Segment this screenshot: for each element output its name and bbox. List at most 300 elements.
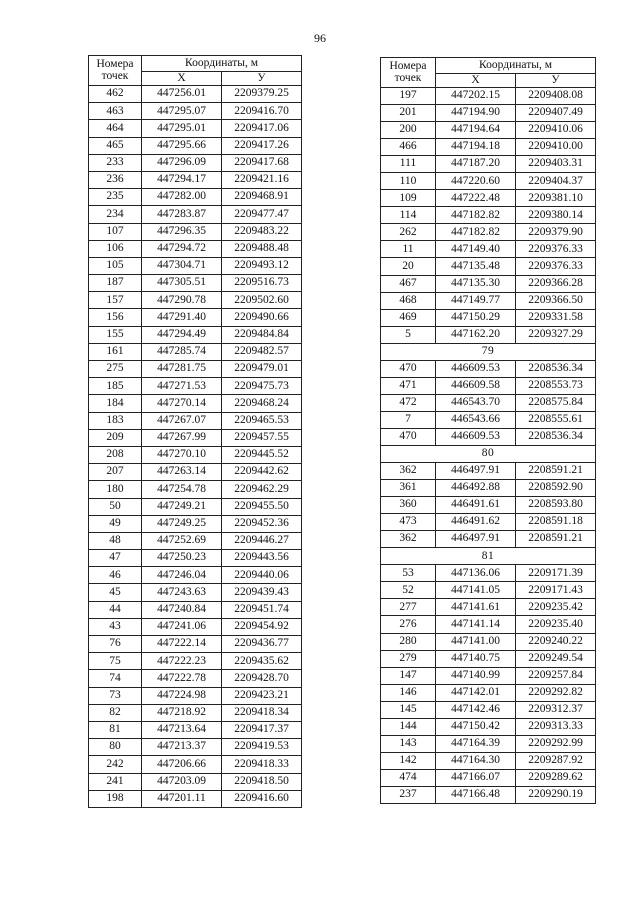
- table-row: [89, 275, 302, 292]
- y-coordinate-cell: 2209417.37: [222, 721, 302, 738]
- point-number-cell: 45: [89, 584, 142, 601]
- x-coordinate-cell: 447281.75: [142, 361, 222, 378]
- table-row: [381, 156, 596, 173]
- table-row: [381, 650, 596, 667]
- point-number-cell: 111: [381, 156, 436, 173]
- y-coordinate-cell: 2209407.49: [516, 105, 596, 122]
- y-column-header: У: [222, 72, 302, 86]
- table-row: [381, 360, 596, 377]
- x-coordinate-cell: 447149.40: [436, 241, 516, 258]
- table-row: [89, 257, 302, 274]
- y-coordinate-cell: 2209493.12: [222, 257, 302, 274]
- table-row: [89, 618, 302, 635]
- y-coordinate-cell: 2209475.73: [222, 378, 302, 395]
- table-row: [89, 653, 302, 670]
- table-row: [381, 394, 596, 411]
- point-number-cell: 107: [89, 223, 142, 240]
- table-row: [89, 721, 302, 738]
- point-number-cell: 144: [381, 718, 436, 735]
- x-coordinate-cell: 447141.14: [436, 616, 516, 633]
- table-row: [89, 481, 302, 498]
- x-coordinate-cell: 447243.63: [142, 584, 222, 601]
- table-row: [381, 309, 596, 326]
- y-coordinate-cell: 2209240.22: [516, 633, 596, 650]
- point-number-header: Номера точек: [89, 56, 142, 86]
- x-coordinate-cell: 447136.06: [436, 565, 516, 582]
- y-coordinate-cell: 2209381.10: [516, 190, 596, 207]
- table-row: [89, 412, 302, 429]
- x-coordinate-cell: 447290.78: [142, 292, 222, 309]
- point-number-cell: 147: [381, 667, 436, 684]
- point-number-cell: 262: [381, 224, 436, 241]
- y-coordinate-cell: 2208591.21: [516, 531, 596, 548]
- table-row: [381, 258, 596, 275]
- x-coordinate-cell: 447201.11: [142, 790, 222, 807]
- x-coordinate-cell: 447254.78: [142, 481, 222, 498]
- table-row: [89, 103, 302, 120]
- table-row: [381, 735, 596, 752]
- x-column-header: X: [142, 72, 222, 86]
- x-coordinate-cell: 446492.88: [436, 480, 516, 497]
- point-number-cell: 81: [89, 721, 142, 738]
- table-row: [381, 599, 596, 616]
- point-number-cell: 275: [89, 361, 142, 378]
- y-coordinate-cell: 2209366.50: [516, 292, 596, 309]
- x-coordinate-cell: 447304.71: [142, 257, 222, 274]
- table-row: [381, 752, 596, 769]
- point-number-cell: 161: [89, 343, 142, 360]
- x-coordinate-cell: 447194.18: [436, 139, 516, 156]
- point-number-cell: 82: [89, 704, 142, 721]
- point-number-cell: 235: [89, 189, 142, 206]
- point-number-cell: 468: [381, 292, 436, 309]
- y-coordinate-cell: 2209451.74: [222, 601, 302, 618]
- table-row: [381, 275, 596, 292]
- point-number-cell: 5: [381, 326, 436, 343]
- y-coordinate-cell: 2209479.01: [222, 361, 302, 378]
- y-coordinate-cell: 2209290.19: [516, 786, 596, 803]
- point-number-cell: 157: [89, 292, 142, 309]
- point-number-cell: 207: [89, 464, 142, 481]
- table-row: [381, 769, 596, 786]
- table-row: [381, 616, 596, 633]
- x-coordinate-cell: 446543.66: [436, 411, 516, 428]
- x-coordinate-cell: 447294.49: [142, 326, 222, 343]
- x-coordinate-cell: 446491.61: [436, 497, 516, 514]
- y-coordinate-cell: 2209380.14: [516, 207, 596, 224]
- point-number-cell: 109: [381, 190, 436, 207]
- y-coordinate-cell: 2209484.84: [222, 326, 302, 343]
- x-coordinate-cell: 446609.58: [436, 377, 516, 394]
- x-coordinate-cell: 447241.06: [142, 618, 222, 635]
- point-number-cell: 80: [89, 739, 142, 756]
- point-number-cell: 280: [381, 633, 436, 650]
- point-number-cell: 76: [89, 636, 142, 653]
- table-row: [381, 377, 596, 394]
- point-number-cell: 474: [381, 769, 436, 786]
- y-coordinate-cell: 2209490.66: [222, 309, 302, 326]
- table-row: [89, 498, 302, 515]
- x-coordinate-cell: 447182.82: [436, 207, 516, 224]
- table-row: [381, 428, 596, 445]
- table-row: [381, 207, 596, 224]
- y-coordinate-cell: 2208553.73: [516, 377, 596, 394]
- y-coordinate-cell: 2209235.42: [516, 599, 596, 616]
- y-coordinate-cell: 2209457.55: [222, 429, 302, 446]
- point-number-cell: 146: [381, 684, 436, 701]
- table-row: [89, 670, 302, 687]
- table-row: [381, 173, 596, 190]
- point-number-cell: 465: [89, 137, 142, 154]
- point-number-cell: 241: [89, 773, 142, 790]
- y-coordinate-cell: 2209418.34: [222, 704, 302, 721]
- table-row: [381, 701, 596, 718]
- x-coordinate-cell: 447140.75: [436, 650, 516, 667]
- table-row: [89, 446, 302, 463]
- x-coordinate-cell: 447162.20: [436, 326, 516, 343]
- point-number-cell: 362: [381, 531, 436, 548]
- x-coordinate-cell: 447135.30: [436, 275, 516, 292]
- x-coordinate-cell: 447142.01: [436, 684, 516, 701]
- x-coordinate-cell: 446609.53: [436, 428, 516, 445]
- x-coordinate-cell: 447294.17: [142, 171, 222, 188]
- x-coordinate-cell: 446491.62: [436, 514, 516, 531]
- x-coordinate-cell: 447249.21: [142, 498, 222, 515]
- y-coordinate-cell: 2208592.90: [516, 480, 596, 497]
- table-row: [89, 636, 302, 653]
- table-row: [89, 773, 302, 790]
- y-coordinate-cell: 2209417.26: [222, 137, 302, 154]
- y-coordinate-cell: 2209287.92: [516, 752, 596, 769]
- table-row: [89, 395, 302, 412]
- x-coordinate-cell: 447294.72: [142, 240, 222, 257]
- y-column-header: У: [516, 74, 596, 88]
- y-coordinate-cell: 2209376.33: [516, 241, 596, 258]
- table-row: [89, 154, 302, 171]
- y-coordinate-cell: 2208591.18: [516, 514, 596, 531]
- y-coordinate-cell: 2209435.62: [222, 653, 302, 670]
- y-coordinate-cell: 2209417.68: [222, 154, 302, 171]
- y-coordinate-cell: 2209249.54: [516, 650, 596, 667]
- table-row: [89, 86, 302, 103]
- y-coordinate-cell: 2209379.25: [222, 86, 302, 103]
- y-coordinate-cell: 2208593.80: [516, 497, 596, 514]
- y-coordinate-cell: 2209418.50: [222, 773, 302, 790]
- point-number-cell: 52: [381, 582, 436, 599]
- point-number-cell: 473: [381, 514, 436, 531]
- point-number-cell: 53: [381, 565, 436, 582]
- point-number-cell: 155: [89, 326, 142, 343]
- y-coordinate-cell: 2209482.57: [222, 343, 302, 360]
- x-coordinate-cell: 447224.98: [142, 687, 222, 704]
- point-number-cell: 361: [381, 480, 436, 497]
- x-coordinate-cell: 447295.66: [142, 137, 222, 154]
- x-coordinate-cell: 447166.07: [436, 769, 516, 786]
- point-number-cell: 47: [89, 550, 142, 567]
- y-coordinate-cell: 2209171.39: [516, 565, 596, 582]
- x-coordinate-cell: 447166.48: [436, 786, 516, 803]
- y-coordinate-cell: 2209419.53: [222, 739, 302, 756]
- point-number-cell: 142: [381, 752, 436, 769]
- table-row: [381, 684, 596, 701]
- y-coordinate-cell: 2209257.84: [516, 667, 596, 684]
- x-coordinate-cell: 447164.30: [436, 752, 516, 769]
- x-coordinate-cell: 447213.64: [142, 721, 222, 738]
- x-coordinate-cell: 447305.51: [142, 275, 222, 292]
- x-coordinate-cell: 447250.23: [142, 550, 222, 567]
- table-row: [89, 206, 302, 223]
- point-number-cell: 201: [381, 105, 436, 122]
- point-number-cell: 156: [89, 309, 142, 326]
- section-number: 81: [381, 548, 596, 565]
- point-number-cell: 276: [381, 616, 436, 633]
- table-row: [89, 567, 302, 584]
- table-row: [381, 190, 596, 207]
- table-row: [381, 88, 596, 105]
- section-heading-row: [381, 548, 596, 565]
- table-body-left: [89, 86, 302, 808]
- y-coordinate-cell: 2209516.73: [222, 275, 302, 292]
- x-coordinate-cell: 447282.00: [142, 189, 222, 206]
- point-number-cell: 143: [381, 735, 436, 752]
- y-coordinate-cell: 2209312.37: [516, 701, 596, 718]
- table-row: [89, 532, 302, 549]
- table-row: [89, 550, 302, 567]
- y-coordinate-cell: 2209404.37: [516, 173, 596, 190]
- point-number-cell: 43: [89, 618, 142, 635]
- y-coordinate-cell: 2209446.27: [222, 532, 302, 549]
- table-row: [89, 790, 302, 807]
- table-row: [381, 514, 596, 531]
- table-row: [89, 223, 302, 240]
- section-heading-row: [381, 445, 596, 462]
- point-number-cell: 180: [89, 481, 142, 498]
- y-coordinate-cell: 2209483.22: [222, 223, 302, 240]
- x-coordinate-cell: 447140.99: [436, 667, 516, 684]
- point-number-cell: 464: [89, 120, 142, 137]
- x-coordinate-cell: 447213.37: [142, 739, 222, 756]
- point-number-cell: 234: [89, 206, 142, 223]
- point-number-cell: 463: [89, 103, 142, 120]
- x-coordinate-cell: 447295.07: [142, 103, 222, 120]
- coordinates-header: Координаты, м: [142, 56, 302, 72]
- x-coordinate-cell: 447141.61: [436, 599, 516, 616]
- point-number-cell: 197: [381, 88, 436, 105]
- x-coordinate-cell: 447246.04: [142, 567, 222, 584]
- point-number-cell: 242: [89, 756, 142, 773]
- x-coordinate-cell: 447194.90: [436, 105, 516, 122]
- point-number-header: Номера точек: [381, 58, 436, 88]
- table-row: [89, 120, 302, 137]
- x-coordinate-cell: 447142.46: [436, 701, 516, 718]
- y-coordinate-cell: 2208555.61: [516, 411, 596, 428]
- table-row: [89, 601, 302, 618]
- x-coordinate-cell: 447249.25: [142, 515, 222, 532]
- x-coordinate-cell: 447263.14: [142, 464, 222, 481]
- point-number-cell: 462: [89, 86, 142, 103]
- y-coordinate-cell: 2208536.34: [516, 360, 596, 377]
- point-number-cell: 50: [89, 498, 142, 515]
- point-number-cell: 360: [381, 497, 436, 514]
- table-row: [381, 531, 596, 548]
- y-coordinate-cell: 2209292.99: [516, 735, 596, 752]
- x-column-header: X: [436, 74, 516, 88]
- table-row: [381, 326, 596, 343]
- table-row: [381, 139, 596, 156]
- y-coordinate-cell: 2209416.70: [222, 103, 302, 120]
- x-coordinate-cell: 447135.48: [436, 258, 516, 275]
- point-number-cell: 187: [89, 275, 142, 292]
- table-row: [381, 497, 596, 514]
- x-coordinate-cell: 447141.05: [436, 582, 516, 599]
- x-coordinate-cell: 447164.39: [436, 735, 516, 752]
- point-number-cell: 46: [89, 567, 142, 584]
- table-row: [381, 786, 596, 803]
- x-coordinate-cell: 447283.87: [142, 206, 222, 223]
- y-coordinate-cell: 2209408.08: [516, 88, 596, 105]
- point-number-cell: 20: [381, 258, 436, 275]
- table-row: [89, 326, 302, 343]
- table-row: [89, 171, 302, 188]
- point-number-cell: 208: [89, 446, 142, 463]
- table-row: [381, 463, 596, 480]
- table-row: [381, 105, 596, 122]
- table-row: [89, 378, 302, 395]
- table-row: [381, 667, 596, 684]
- y-coordinate-cell: 2209379.90: [516, 224, 596, 241]
- point-number-cell: 11: [381, 241, 436, 258]
- x-coordinate-cell: 446497.91: [436, 463, 516, 480]
- table-row: [381, 582, 596, 599]
- point-number-cell: 185: [89, 378, 142, 395]
- y-coordinate-cell: 2209445.52: [222, 446, 302, 463]
- section-heading-row: [381, 343, 596, 360]
- point-number-cell: 236: [89, 171, 142, 188]
- y-coordinate-cell: 2209440.06: [222, 567, 302, 584]
- y-coordinate-cell: 2209502.60: [222, 292, 302, 309]
- point-number-cell: 145: [381, 701, 436, 718]
- table-row: [89, 584, 302, 601]
- point-number-cell: 472: [381, 394, 436, 411]
- x-coordinate-cell: 447194.64: [436, 122, 516, 139]
- table-row: [381, 565, 596, 582]
- y-coordinate-cell: 2209292.82: [516, 684, 596, 701]
- x-coordinate-cell: 447267.07: [142, 412, 222, 429]
- y-coordinate-cell: 2208536.34: [516, 428, 596, 445]
- y-coordinate-cell: 2209428.70: [222, 670, 302, 687]
- x-coordinate-cell: 447270.14: [142, 395, 222, 412]
- y-coordinate-cell: 2209403.31: [516, 156, 596, 173]
- x-coordinate-cell: 446609.53: [436, 360, 516, 377]
- x-coordinate-cell: 447206.66: [142, 756, 222, 773]
- point-number-cell: 467: [381, 275, 436, 292]
- table-row: [89, 687, 302, 704]
- coordinates-header: Координаты, м: [436, 58, 596, 74]
- y-coordinate-cell: 2209410.00: [516, 139, 596, 156]
- table-row: [89, 756, 302, 773]
- y-coordinate-cell: 2209421.16: [222, 171, 302, 188]
- point-number-cell: 237: [381, 786, 436, 803]
- point-number-cell: 184: [89, 395, 142, 412]
- y-coordinate-cell: 2209289.62: [516, 769, 596, 786]
- y-coordinate-cell: 2209423.21: [222, 687, 302, 704]
- table-row: [381, 718, 596, 735]
- x-coordinate-cell: 447296.35: [142, 223, 222, 240]
- table-row: [381, 411, 596, 428]
- point-number-cell: 74: [89, 670, 142, 687]
- point-number-cell: 470: [381, 360, 436, 377]
- x-coordinate-cell: 447149.77: [436, 292, 516, 309]
- y-coordinate-cell: 2208575.84: [516, 394, 596, 411]
- y-coordinate-cell: 2209465.53: [222, 412, 302, 429]
- point-number-cell: 362: [381, 463, 436, 480]
- point-number-cell: 49: [89, 515, 142, 532]
- coordinates-table-left: [88, 55, 302, 808]
- x-coordinate-cell: 447187.20: [436, 156, 516, 173]
- point-number-cell: 469: [381, 309, 436, 326]
- table-row: [381, 633, 596, 650]
- point-number-cell: 106: [89, 240, 142, 257]
- y-coordinate-cell: 2209455.50: [222, 498, 302, 515]
- x-coordinate-cell: 446543.70: [436, 394, 516, 411]
- point-number-cell: 233: [89, 154, 142, 171]
- y-coordinate-cell: 2208591.21: [516, 463, 596, 480]
- table-row: [89, 515, 302, 532]
- x-coordinate-cell: 447141.00: [436, 633, 516, 650]
- table-row: [89, 137, 302, 154]
- x-coordinate-cell: 447222.78: [142, 670, 222, 687]
- point-number-cell: 7: [381, 411, 436, 428]
- y-coordinate-cell: 2209443.56: [222, 550, 302, 567]
- x-coordinate-cell: 447218.92: [142, 704, 222, 721]
- x-coordinate-cell: 447220.60: [436, 173, 516, 190]
- table-row: [89, 292, 302, 309]
- page-number: 96: [314, 31, 326, 45]
- table-row: [89, 361, 302, 378]
- y-coordinate-cell: 2209417.06: [222, 120, 302, 137]
- x-coordinate-cell: 447267.99: [142, 429, 222, 446]
- y-coordinate-cell: 2209439.43: [222, 584, 302, 601]
- y-coordinate-cell: 2209416.60: [222, 790, 302, 807]
- x-coordinate-cell: 447295.01: [142, 120, 222, 137]
- x-coordinate-cell: 447291.40: [142, 309, 222, 326]
- table-row: [89, 429, 302, 446]
- point-number-cell: 198: [89, 790, 142, 807]
- point-number-cell: 279: [381, 650, 436, 667]
- x-coordinate-cell: 447240.84: [142, 601, 222, 618]
- point-number-cell: 75: [89, 653, 142, 670]
- x-coordinate-cell: 447296.09: [142, 154, 222, 171]
- y-coordinate-cell: 2209488.48: [222, 240, 302, 257]
- table-row: [381, 480, 596, 497]
- y-coordinate-cell: 2209477.47: [222, 206, 302, 223]
- point-number-cell: 183: [89, 412, 142, 429]
- x-coordinate-cell: 447222.48: [436, 190, 516, 207]
- x-coordinate-cell: 447150.29: [436, 309, 516, 326]
- table-row: [89, 309, 302, 326]
- y-coordinate-cell: 2209436.77: [222, 636, 302, 653]
- x-coordinate-cell: 447222.14: [142, 636, 222, 653]
- x-coordinate-cell: 447150.42: [436, 718, 516, 735]
- point-number-cell: 200: [381, 122, 436, 139]
- point-number-cell: 209: [89, 429, 142, 446]
- section-number: 80: [381, 445, 596, 462]
- table-row: [381, 292, 596, 309]
- x-coordinate-cell: 447202.15: [436, 88, 516, 105]
- y-coordinate-cell: 2209410.06: [516, 122, 596, 139]
- y-coordinate-cell: 2209313.33: [516, 718, 596, 735]
- point-number-cell: 470: [381, 428, 436, 445]
